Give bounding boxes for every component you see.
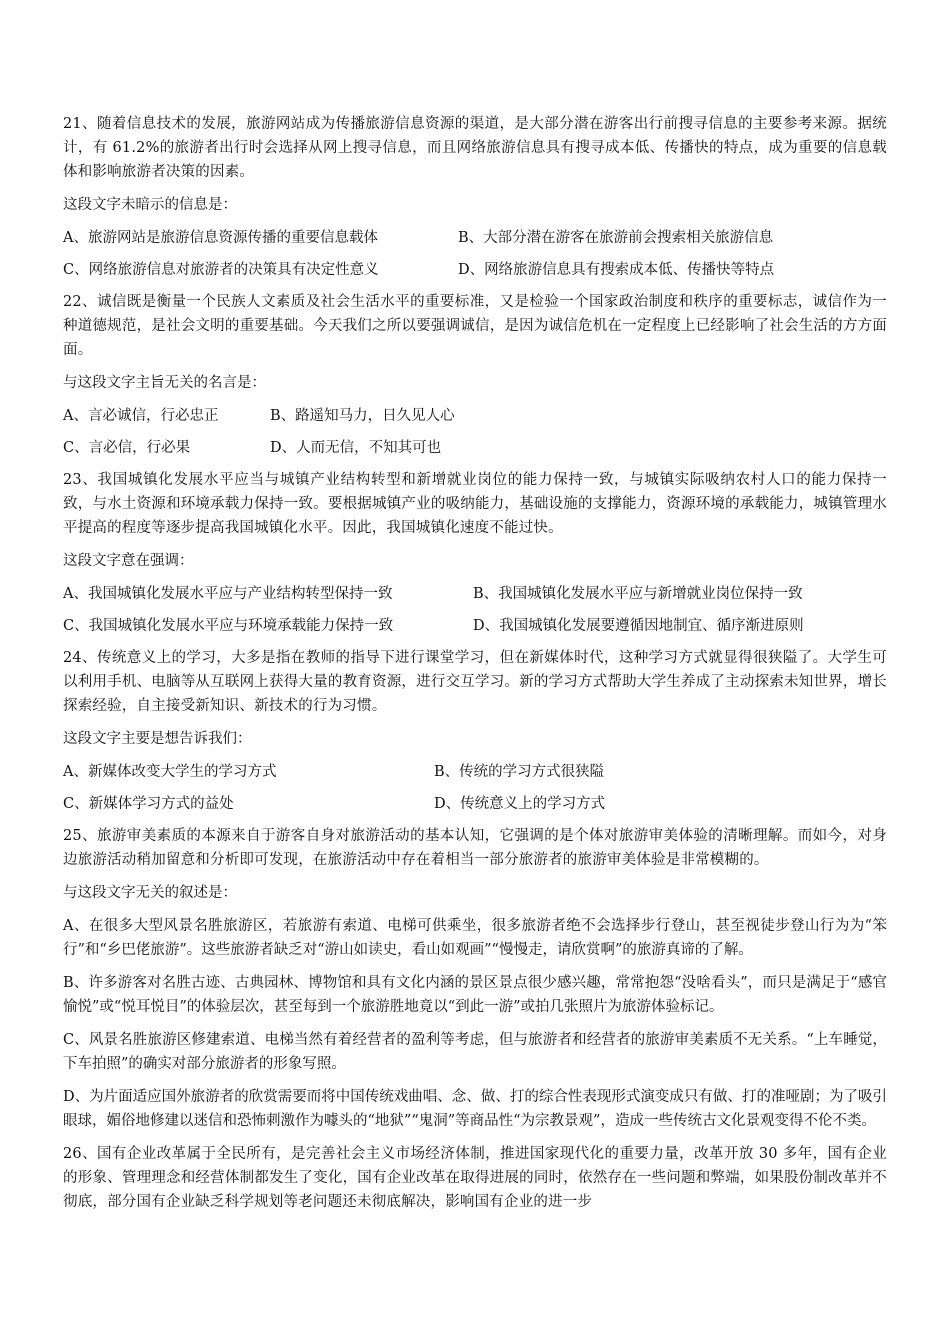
question-25-prompt: 与这段文字无关的叙述是： [63, 885, 237, 901]
question-24-option-a: A、新媒体改变大学生的学习方式 [63, 764, 277, 780]
question-24-option-b: B、传统的学习方式很狭隘 [434, 764, 605, 780]
question-22-option-b: B、路遥知马力，日久见人心 [270, 408, 455, 424]
question-23-options-row-2 [63, 614, 887, 638]
question-21-option-a: A、旅游网站是旅游信息资源传播的重要信息载体 [63, 230, 378, 246]
question-22-options-row-2 [63, 436, 887, 460]
question-21-options-row-1 [63, 226, 887, 250]
question-22-prompt: 与这段文字主旨无关的名言是： [63, 375, 266, 391]
question-25-option-a: A、在很多大型风景名胜旅游区，若旅游有索道、电梯可供乘坐，很多旅游者绝不会选择步行登山，甚至视徒步登山行为为“笨行”和“乡巴佬旅游”。这些旅游者缺乏对“游山如读史，看山如观画”“慢慢走，请欣赏啊”的旅游真谛的了解。 [63, 918, 887, 958]
exam-page [63, 112, 887, 1223]
question-22-options-row-1 [63, 404, 887, 428]
question-21-stem: 21、随着信息技术的发展，旅游网站成为传播旅游信息资源的渠道，是大部分潜在游客出行前搜寻信息的主要参考来源。据统计，有 61.2%的旅游者出行时会选择从网上搜寻信息，而且网络旅游信息具有搜寻成本低、传播快的特点，成为重要的信息载体和影响旅游者决策的因素。 [63, 116, 887, 180]
question-22-stem: 22、诚信既是衡量一个民族人文素质及社会生活水平的重要标准，又是检验一个国家政治制度和秩序的重要标志，诚信作为一种道德规范，是社会文明的重要基础。今天我们之所以要强调诚信，是因为诚信危机在一定程度上已经影响了社会生活的方方面面。 [63, 294, 887, 358]
question-26-stem: 26、国有企业改革属于全民所有，是完善社会主义市场经济体制，推进国家现代化的重要力量，改革开放 30 多年，国有企业的形象、管理理念和经营体制都发生了变化，国有企业改革在取得进展的同时，依然存在一些问题和弊端，如果股份制改革并不彻底，部分国有企业缺乏科学规划等老问题还未彻底解决，影响国有企业的进一步 [63, 1146, 887, 1210]
question-24-options-row-1 [63, 760, 887, 784]
question-23-option-d: D、我国城镇化发展要遵循因地制宜、循序渐进原则 [473, 618, 804, 634]
question-23-option-a: A、我国城镇化发展水平应与产业结构转型保持一致 [63, 586, 393, 602]
question-25-option-b: B、许多游客对名胜古迹、古典园林、博物馆和具有文化内涵的景区景点很少感兴趣，常常抱怨“没啥看头”，而只是满足于“感官愉悦”或“悦耳悦目”的体验层次，甚至每到一个旅游胜地竟以“到此一游”或拍几张照片为旅游体验标记。 [63, 975, 887, 1015]
question-22-option-c: C、言必信，行必果 [63, 440, 191, 456]
question-21-prompt: 这段文字未暗示的信息是： [63, 197, 237, 213]
question-24-prompt: 这段文字主要是想告诉我们： [63, 731, 252, 747]
question-21-option-b: B、大部分潜在游客在旅游前会搜索相关旅游信息 [458, 230, 774, 246]
question-25-option-d: D、为片面适应国外旅游者的欣赏需要而将中国传统戏曲唱、念、做、打的综合性表现形式演变成只有做、打的准哑剧；为了吸引眼球，媚俗地修建以迷信和恐怖刺激作为噱头的“地狱”“鬼洞”等商品性“为宗教景观”，造成一些传统古文化景观变得不伦不类。 [63, 1089, 887, 1129]
question-21-option-c: C、网络旅游信息对旅游者的决策具有决定性意义 [63, 262, 379, 278]
question-24-option-c: C、新媒体学习方式的益处 [63, 796, 234, 812]
question-24-stem: 24、传统意义上的学习，大多是指在教师的指导下进行课堂学习，但在新媒体时代，这种学习方式就显得很狭隘了。大学生可以利用手机、电脑等从互联网上获得大量的教育资源，进行交互学习。新的学习方式帮助大学生养成了主动探索未知世界，增长探索经验，自主接受新知识、新技术的行为习惯。 [63, 650, 887, 714]
question-24-option-d: D、传统意义上的学习方式 [434, 796, 606, 812]
question-23-prompt: 这段文字意在强调： [63, 553, 194, 569]
question-21-options-row-2 [63, 258, 887, 282]
question-23-option-c: C、我国城镇化发展水平应与环境承载能力保持一致 [63, 618, 394, 634]
question-25-stem: 25、旅游审美素质的本源来自于游客自身对旅游活动的基本认知，它强调的是个体对旅游审美体验的清晰理解。而如今，对身边旅游活动稍加留意和分析即可发现，在旅游活动中存在着相当一部分旅游者的旅游审美体验是非常模糊的。 [63, 828, 887, 868]
question-24-options-row-2 [63, 792, 887, 816]
question-23-option-b: B、我国城镇化发展水平应与新增就业岗位保持一致 [473, 586, 803, 602]
question-23-stem: 23、我国城镇化发展水平应当与城镇产业结构转型和新增就业岗位的能力保持一致，与城镇实际吸纳农村人口的能力保持一致，与水土资源和环境承载力保持一致。要根据城镇产业的吸纳能力，基础设施的支撑能力，资源环境的承载能力，城镇管理水平提高的程度等逐步提高我国城镇化水平。因此，我国城镇化速度不能过快。 [63, 472, 887, 536]
question-23-options-row-1 [63, 582, 887, 606]
question-22-option-a: A、言必诚信，行必忠正 [63, 408, 219, 424]
question-25-option-c: C、风景名胜旅游区修建索道、电梯当然有着经营者的盈利等考虑，但与旅游者和经营者的旅游审美素质不无关系。“上车睡觉，下车拍照”的确实对部分旅游者的形象写照。 [63, 1032, 887, 1072]
question-22-option-d: D、人而无信，不知其可也 [270, 440, 442, 456]
question-21-option-d: D、网络旅游信息具有搜索成本低、传播快等特点 [458, 262, 775, 278]
